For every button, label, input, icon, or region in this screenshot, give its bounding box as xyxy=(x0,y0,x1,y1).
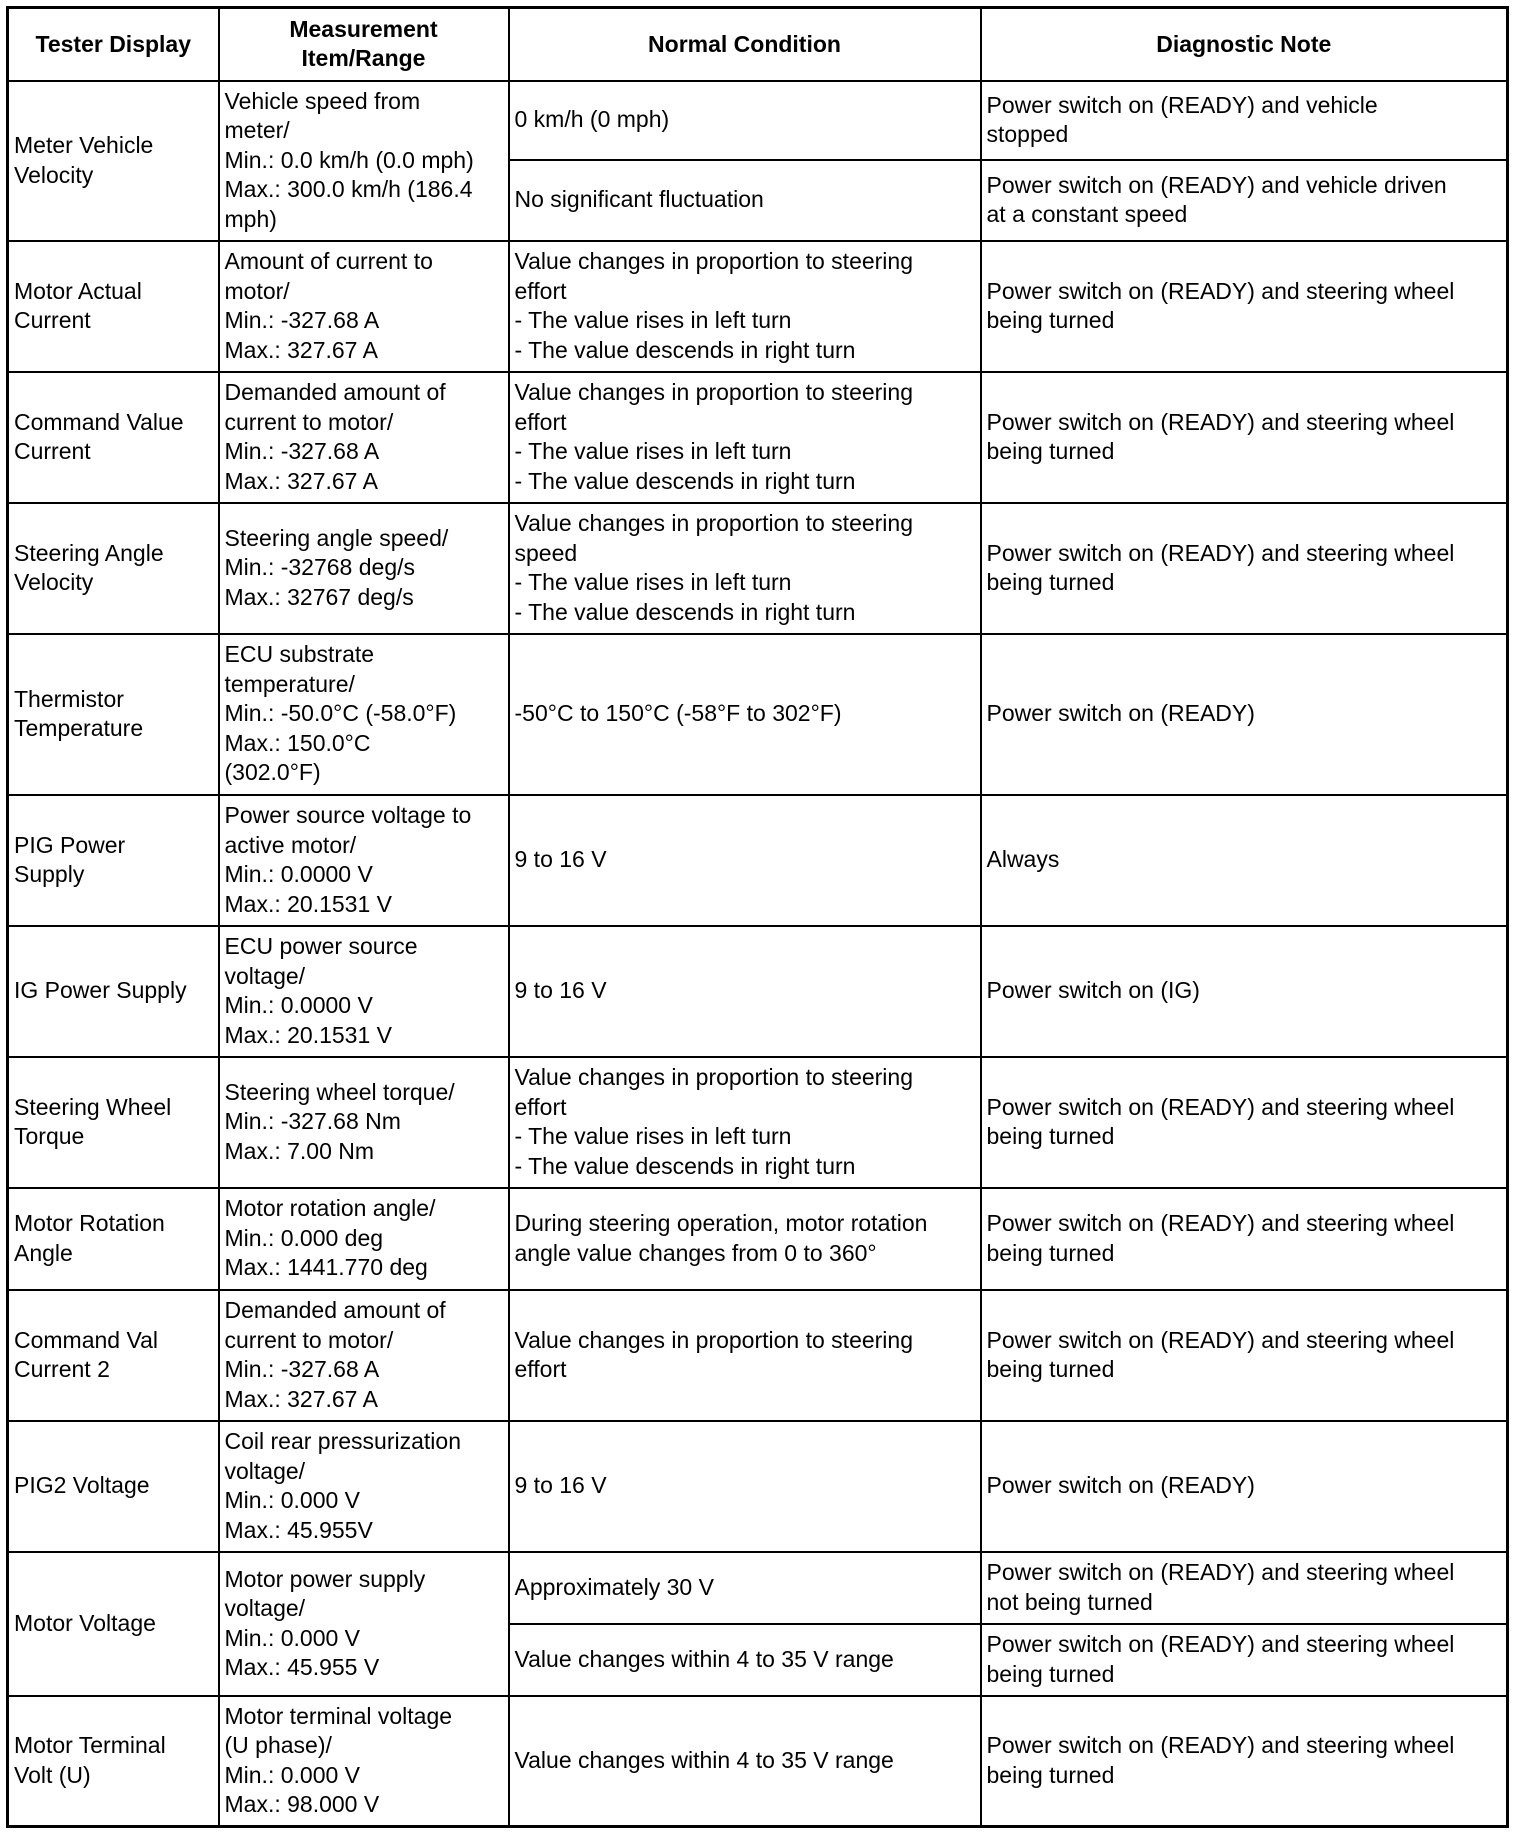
cell-text-line: Value changes within 4 to 35 V range xyxy=(514,1645,894,1672)
tester-display-cell xyxy=(8,634,219,795)
cell-text-line: being turned xyxy=(986,307,1115,333)
tester-display-cell xyxy=(8,241,219,372)
cell-text-line: Current xyxy=(14,307,91,333)
cell-text-line: - The value rises in left turn xyxy=(514,307,792,333)
cell-text-line: Torque xyxy=(14,1123,85,1149)
table-row xyxy=(8,1552,1508,1624)
cell-text-line: Max.: 150.0°C xyxy=(224,729,371,756)
diagnostic-note-cell xyxy=(981,1552,1508,1624)
cell-text-line: being turned xyxy=(986,1239,1115,1266)
data-list-table xyxy=(6,6,1509,1828)
cell-text-line: voltage/ xyxy=(224,1457,306,1484)
cell-text-line: Max.: 20.1531 V xyxy=(224,890,392,917)
tester-display-cell xyxy=(8,1057,219,1188)
tester-display-cell xyxy=(8,1552,219,1696)
measurement-cell xyxy=(219,795,509,926)
table-row xyxy=(8,241,1508,372)
cell-text-line: angle value changes from 0 to 360° xyxy=(514,1239,877,1266)
cell-text-line: Command Val xyxy=(14,1326,159,1353)
cell-text-line: 0 km/h (0 mph) xyxy=(514,106,670,133)
cell-text-line: Power source voltage to xyxy=(224,802,472,828)
diagnostic-note-cell xyxy=(981,241,1508,372)
cell-text-line: Motor power supply xyxy=(224,1565,426,1592)
cell-text-line: Steering Angle xyxy=(14,539,164,566)
cell-text-line: Power switch on (READY) and steering wheel xyxy=(986,1326,1455,1353)
cell-text-line: current to motor/ xyxy=(224,1326,394,1353)
cell-text-line: not being turned xyxy=(986,1588,1153,1615)
cell-text-line: (U phase)/ xyxy=(224,1732,332,1759)
cell-text-line: Approximately 30 V xyxy=(514,1573,714,1600)
cell-text-line: Power switch on (READY) and vehicle xyxy=(986,91,1378,118)
normal-condition-cell xyxy=(509,1290,981,1421)
cell-text-line: mph) xyxy=(224,205,277,232)
cell-text-line: being turned xyxy=(986,569,1115,595)
normal-condition-cell xyxy=(509,1057,981,1188)
diagnostic-note-cell xyxy=(981,1421,1508,1552)
cell-text-line: Vehicle speed from xyxy=(224,87,421,114)
cell-text-line: - The value descends in right turn xyxy=(514,467,856,494)
cell-text-line: Power switch on (READY) and steering wheel xyxy=(986,539,1455,566)
cell-text-line: - The value rises in left turn xyxy=(514,1123,792,1149)
cell-text-line: being turned xyxy=(986,1123,1115,1149)
cell-text-line: Min.: 0.000 V xyxy=(224,1487,361,1513)
cell-text-line: (302.0°F) xyxy=(224,759,321,786)
cell-text-line: effort xyxy=(514,408,567,435)
cell-text-line: effort xyxy=(514,1093,567,1120)
cell-text-line: Amount of current to xyxy=(224,248,433,274)
table-row xyxy=(8,81,1508,160)
cell-text-line: voltage/ xyxy=(224,1595,306,1621)
cell-text-line: being turned xyxy=(986,1660,1115,1687)
header-tester-display xyxy=(8,8,219,81)
cell-text-line: Min.: -327.68 A xyxy=(224,1356,380,1382)
header-text: Item/Range xyxy=(301,45,426,72)
cell-text-line: Power switch on (READY) and steering wheel xyxy=(986,1093,1455,1120)
cell-text-line: Power switch on (READY) xyxy=(986,700,1255,727)
cell-text-line: temperature/ xyxy=(224,670,355,697)
diagnostic-note-cell xyxy=(981,1057,1508,1188)
header-measurement xyxy=(219,8,509,81)
cell-text-line: Supply xyxy=(14,861,85,887)
table-row xyxy=(8,795,1508,926)
cell-text-line: Current xyxy=(14,438,91,464)
cell-text-line: Max.: 20.1531 V xyxy=(224,1021,392,1048)
cell-text-line: Motor Terminal xyxy=(14,1732,166,1759)
cell-text-line: being turned xyxy=(986,438,1115,464)
cell-text-line: Min.: -327.68 A xyxy=(224,438,380,464)
cell-text-line: Max.: 7.00 Nm xyxy=(224,1137,375,1164)
normal-condition-cell xyxy=(509,81,981,160)
cell-text-line: 9 to 16 V xyxy=(514,1472,607,1499)
cell-text-line: Max.: 45.955 V xyxy=(224,1654,380,1680)
tester-display-cell xyxy=(8,926,219,1057)
data-list-sheet xyxy=(6,6,1506,1828)
cell-text-line: Value changes in proportion to steering xyxy=(514,510,914,536)
measurement-cell xyxy=(219,634,509,795)
cell-text-line: Power switch on (READY) and steering wheel xyxy=(986,1732,1455,1759)
cell-text-line: voltage/ xyxy=(224,962,306,989)
normal-condition-cell xyxy=(509,1188,981,1290)
cell-text-line: IG Power Supply xyxy=(14,977,187,1004)
measurement-cell xyxy=(219,372,509,503)
cell-text-line: Volt (U) xyxy=(14,1761,91,1788)
diagnostic-note-cell xyxy=(981,926,1508,1057)
normal-condition-cell xyxy=(509,1421,981,1552)
cell-text-line: Demanded amount of xyxy=(224,379,446,405)
diagnostic-note-cell xyxy=(981,1624,1508,1696)
cell-text-line: Power switch on (READY) and steering wheel xyxy=(986,408,1455,435)
cell-text-line: motor/ xyxy=(224,277,290,304)
cell-text-line: Steering Wheel xyxy=(14,1093,172,1120)
cell-text-line: effort xyxy=(514,1356,567,1382)
diagnostic-note-cell xyxy=(981,1290,1508,1421)
cell-text-line: ECU substrate xyxy=(224,641,375,668)
header-text: Tester Display xyxy=(35,30,192,57)
diagnostic-note-cell xyxy=(981,372,1508,503)
cell-text-line: Meter Vehicle xyxy=(14,132,154,158)
cell-text-line: Max.: 327.67 A xyxy=(224,336,378,363)
cell-text-line: Power switch on (READY) and steering wheel xyxy=(986,1631,1455,1657)
cell-text-line: speed xyxy=(514,539,578,566)
cell-text-line: -50°C to 150°C (-58°F to 302°F) xyxy=(514,700,842,727)
diagnostic-note-cell xyxy=(981,634,1508,795)
diagnostic-note-cell xyxy=(981,795,1508,926)
tester-display-cell xyxy=(8,1421,219,1552)
cell-text-line: Motor terminal voltage xyxy=(224,1702,453,1729)
tester-display-cell xyxy=(8,1290,219,1421)
tester-display-cell xyxy=(8,372,219,503)
cell-text-line: Min.: 0.0000 V xyxy=(224,861,373,887)
cell-text-line: Motor Voltage xyxy=(14,1609,156,1636)
table-row xyxy=(8,503,1508,634)
tester-display-cell xyxy=(8,1188,219,1290)
cell-text-line: Min.: -327.68 A xyxy=(224,307,380,333)
cell-text-line: Motor rotation angle/ xyxy=(224,1195,436,1222)
diagnostic-note-cell xyxy=(981,1188,1508,1290)
normal-condition-cell xyxy=(509,1696,981,1827)
cell-text-line: Always xyxy=(986,846,1060,873)
measurement-cell xyxy=(219,81,509,241)
measurement-cell xyxy=(219,503,509,634)
normal-condition-cell xyxy=(509,1624,981,1696)
table-row xyxy=(8,1290,1508,1421)
table-row xyxy=(8,926,1508,1057)
measurement-cell xyxy=(219,1421,509,1552)
cell-text-line: Power switch on (IG) xyxy=(986,977,1200,1004)
cell-text-line: Power switch on (READY) xyxy=(986,1472,1255,1499)
cell-text-line: being turned xyxy=(986,1761,1115,1788)
tester-display-cell xyxy=(8,795,219,926)
normal-condition-cell xyxy=(509,160,981,241)
cell-text-line: Steering wheel torque/ xyxy=(224,1078,455,1105)
normal-condition-cell xyxy=(509,372,981,503)
cell-text-line: Value changes within 4 to 35 V range xyxy=(514,1747,894,1773)
normal-condition-cell xyxy=(509,503,981,634)
cell-text-line: 9 to 16 V xyxy=(514,977,607,1004)
cell-text-line: PIG Power xyxy=(14,831,126,858)
cell-text-line: PIG2 Voltage xyxy=(14,1472,150,1499)
cell-text-line: stopped xyxy=(986,121,1069,147)
normal-condition-cell xyxy=(509,926,981,1057)
cell-text-line: Min.: -50.0°C (-58.0°F) xyxy=(224,700,457,727)
table-row xyxy=(8,372,1508,503)
cell-text-line: being turned xyxy=(986,1356,1115,1382)
measurement-cell xyxy=(219,241,509,372)
table-row xyxy=(8,1057,1508,1188)
cell-text-line: - The value rises in left turn xyxy=(514,569,792,595)
header-text: Measurement xyxy=(289,16,438,43)
table-body xyxy=(8,81,1508,1827)
cell-text-line: at a constant speed xyxy=(986,201,1188,227)
cell-text-line: Command Value xyxy=(14,408,184,435)
cell-text-line: - The value descends in right turn xyxy=(514,598,856,625)
cell-text-line: Motor Actual xyxy=(14,277,142,304)
cell-text-line: Current 2 xyxy=(14,1356,110,1382)
tester-display-cell xyxy=(8,1696,219,1827)
measurement-cell xyxy=(219,1188,509,1290)
cell-text-line: Demanded amount of xyxy=(224,1297,446,1323)
cell-text-line: Max.: 45.955V xyxy=(224,1516,373,1543)
cell-text-line: Power switch on (READY) and vehicle driven xyxy=(986,171,1447,198)
cell-text-line: Thermistor xyxy=(14,685,124,712)
cell-text-line: meter/ xyxy=(224,117,290,144)
cell-text-line: Min.: -32768 deg/s xyxy=(224,554,416,581)
tester-display-cell xyxy=(8,81,219,241)
normal-condition-cell xyxy=(509,634,981,795)
diagnostic-note-cell xyxy=(981,503,1508,634)
header-text: Normal Condition xyxy=(648,30,841,57)
cell-text-line: During steering operation, motor rotation xyxy=(514,1210,928,1236)
cell-text-line: Value changes in proportion to steering xyxy=(514,379,914,405)
cell-text-line: Power switch on (READY) and steering wheel xyxy=(986,1559,1455,1585)
header-normal-condition xyxy=(509,8,981,81)
cell-text-line: Min.: 0.000 V xyxy=(224,1761,361,1788)
cell-text-line: Velocity xyxy=(14,161,94,188)
normal-condition-cell xyxy=(509,241,981,372)
measurement-cell xyxy=(219,1552,509,1696)
measurement-cell xyxy=(219,1290,509,1421)
measurement-cell xyxy=(219,1696,509,1827)
cell-text-line: active motor/ xyxy=(224,831,357,858)
diagnostic-note-cell xyxy=(981,160,1508,241)
cell-text-line: Coil rear pressurization xyxy=(224,1428,461,1454)
cell-text-line: Max.: 327.67 A xyxy=(224,1385,378,1412)
cell-text-line: 9 to 16 V xyxy=(514,846,607,873)
cell-text-line: effort xyxy=(514,277,567,304)
cell-text-line: ECU power source xyxy=(224,933,418,959)
cell-text-line: Max.: 32767 deg/s xyxy=(224,583,414,610)
cell-text-line: Max.: 327.67 A xyxy=(224,467,378,494)
cell-text-line: Min.: 0.000 deg xyxy=(224,1224,384,1251)
cell-text-line: Value changes in proportion to steering xyxy=(514,1326,914,1353)
cell-text-line: - The value rises in left turn xyxy=(514,438,792,464)
measurement-cell xyxy=(219,1057,509,1188)
normal-condition-cell xyxy=(509,795,981,926)
cell-text-line: Max.: 98.000 V xyxy=(224,1791,380,1818)
measurement-cell xyxy=(219,926,509,1057)
cell-text-line: Min.: -327.68 Nm xyxy=(224,1108,401,1135)
cell-text-line: Velocity xyxy=(14,569,94,595)
cell-text-line: - The value descends in right turn xyxy=(514,336,856,363)
cell-text-line: Min.: 0.000 V xyxy=(224,1624,361,1651)
cell-text-line: Value changes in proportion to steering xyxy=(514,248,914,274)
cell-text-line: Power switch on (READY) and steering wheel xyxy=(986,1210,1455,1236)
cell-text-line: current to motor/ xyxy=(224,408,394,435)
tester-display-cell xyxy=(8,503,219,634)
cell-text-line: Min.: 0.0 km/h (0.0 mph) xyxy=(224,146,474,173)
cell-text-line: Power switch on (READY) and steering wheel xyxy=(986,277,1455,304)
cell-text-line: Value changes in proportion to steering xyxy=(514,1064,914,1090)
table-row xyxy=(8,1188,1508,1290)
table-row xyxy=(8,1696,1508,1827)
normal-condition-cell xyxy=(509,1552,981,1624)
cell-text-line: No significant fluctuation xyxy=(514,186,764,213)
table-row xyxy=(8,634,1508,795)
diagnostic-note-cell xyxy=(981,81,1508,160)
cell-text-line: Max.: 300.0 km/h (186.4 xyxy=(224,176,473,203)
diagnostic-note-cell xyxy=(981,1696,1508,1827)
cell-text-line: Motor Rotation xyxy=(14,1210,165,1236)
header-row xyxy=(8,8,1508,81)
cell-text-line: Steering angle speed/ xyxy=(224,524,449,551)
cell-text-line: Min.: 0.0000 V xyxy=(224,992,373,1018)
header-text: Diagnostic Note xyxy=(1156,30,1332,57)
table-row xyxy=(8,1421,1508,1552)
cell-text-line: Temperature xyxy=(14,715,144,741)
cell-text-line: Angle xyxy=(14,1239,73,1266)
header-diagnostic-note xyxy=(981,8,1508,81)
cell-text-line: Max.: 1441.770 deg xyxy=(224,1254,428,1281)
cell-text-line: - The value descends in right turn xyxy=(514,1152,856,1179)
